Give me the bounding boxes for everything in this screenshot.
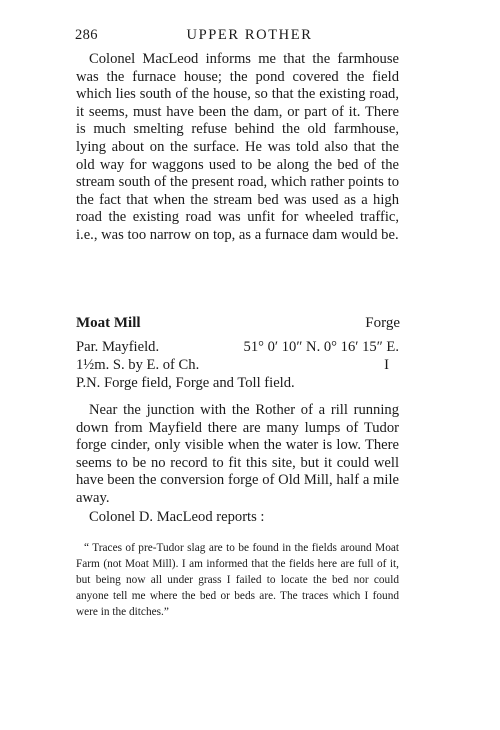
entry-paragraph: Near the junction with the Rother of a rill running down from Mayfield there are many lumps of Tudor forge cinder, only visible when the water is low. There seems to be no record to fit this site, but it could well have been the conversion forge of Old Mill, half a mile away. (76, 402, 399, 506)
body-paragraph: Colonel MacLeod informs me that the farmhouse was the furnace house; the pond covered the field which lies south of the house, so that the existing road, it seems, must have been the dam, or part of it. There is much smelting refuse behind the old farmhouse, lying about on the surface. He was told also that the old way for waggons used to be along the bed of the stream south of the present road, which rather points to the fact that when the stream bed was used as a high road the existing road was unfit for wheeled traffic, i.e., was too narrow on top, as a furnace dam would be. (76, 51, 399, 243)
entry-parish: Par. Mayfield. (76, 339, 160, 355)
running-title: UPPER ROTHER (186, 27, 313, 43)
entry-distance: 1½m. S. by E. of Ch. (76, 357, 200, 373)
page-number: 286 (75, 27, 98, 43)
entry-quote: “ Traces of pre-Tudor slag are to be found in the fields around Moat Farm (not Moat Mill). I am informed that the fields here are full of it, but being now all under grass I failed to locate the bed nor could anyone tell me where the bed or beds are. The traces which I found were in the ditches.” (76, 542, 399, 618)
entry-place-names: P.N. Forge field, Forge and Toll field. (76, 375, 295, 391)
entry-sheet: I (384, 357, 389, 373)
entry-paragraph: Colonel D. MacLeod reports : (89, 509, 265, 525)
entry-coordinates: 51° 0′ 10″ N. 0° 16′ 15″ E. (243, 339, 399, 355)
entry-info-line (76, 375, 399, 393)
entry-info-line (76, 357, 399, 375)
page-header (75, 27, 424, 45)
entry-title: Moat Mill (76, 315, 141, 331)
entry-info-line (76, 339, 399, 357)
entry-type: Forge (365, 315, 400, 331)
